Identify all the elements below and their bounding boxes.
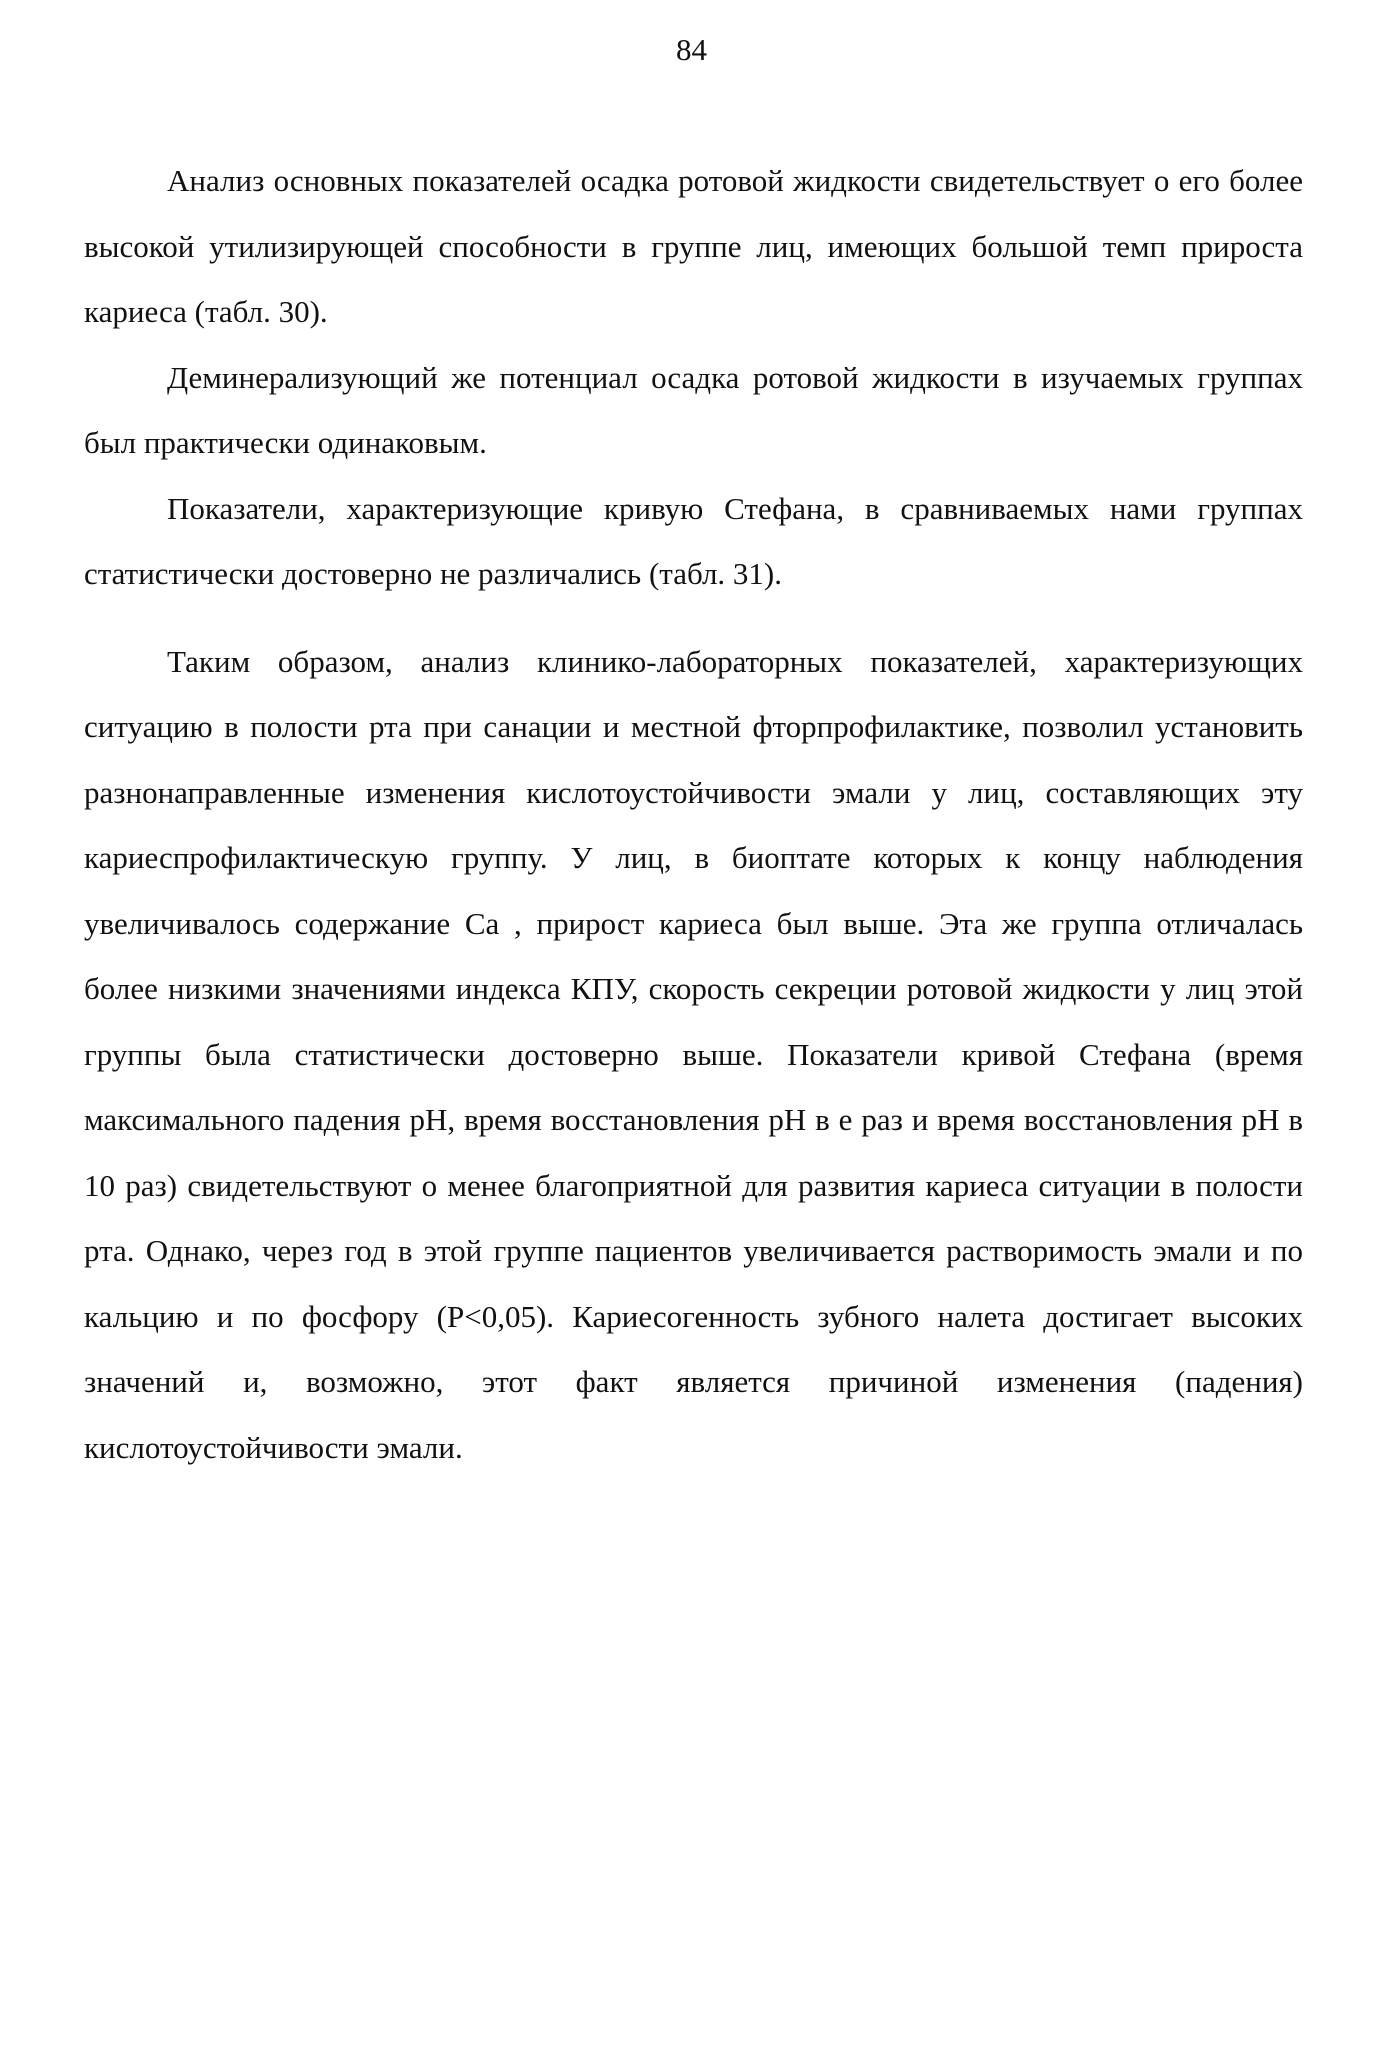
page-number: 84: [676, 32, 707, 67]
paragraph-2: Деминерализующий же потенциал осадка ротовой жидкости в изучаемых группах был практически одинаковым.: [84, 359, 1303, 460]
paragraph-4: Таким образом, анализ клинико-лабораторных показателей, характеризующих ситуацию в полости рта при санации и местной фторпрофилактике, позволил установить разнонаправленные изменения кислотоустойчивости эмали у лиц, составляющих эту кариеспрофилактическую группу. У лиц, в биоптате которых к концу наблюдения увеличивалось содержание Ca , прирост кариеса был выше. Эта же группа отличалась более низкими значениями индекса КПУ, скорость секреции ротовой жидкости у лиц этой группы была статистически достоверно выше. Показатели кривой Стефана (время максимального падения рН, время восстановления рН в e раз и время восстановления рН в 10 раз) свидетельствуют о менее благоприятной для развития кариеса ситуации в полости рта. Однако, через год в этой группе пациентов увеличивается растворимость эмали и по кальцию и по фосфору (Р<0,05). Кариесогенность зубного налета достигает высоких значений и, возможно, этот факт является причиной изменения (падения) кислотоустойчивости эмали.: [84, 643, 1303, 1465]
paragraph-3: Показатели, характеризующие кривую Стефана, в сравниваемых нами группах статистически достоверно не различались (табл. 31).: [84, 490, 1303, 591]
paragraph-1: Анализ основных показателей осадка ротовой жидкости свидетельствует о его более высокой утилизирующей способности в группе лиц, имеющих большой темп прироста кариеса (табл. 30).: [84, 163, 1303, 329]
body-text: [84, 148, 1303, 1480]
